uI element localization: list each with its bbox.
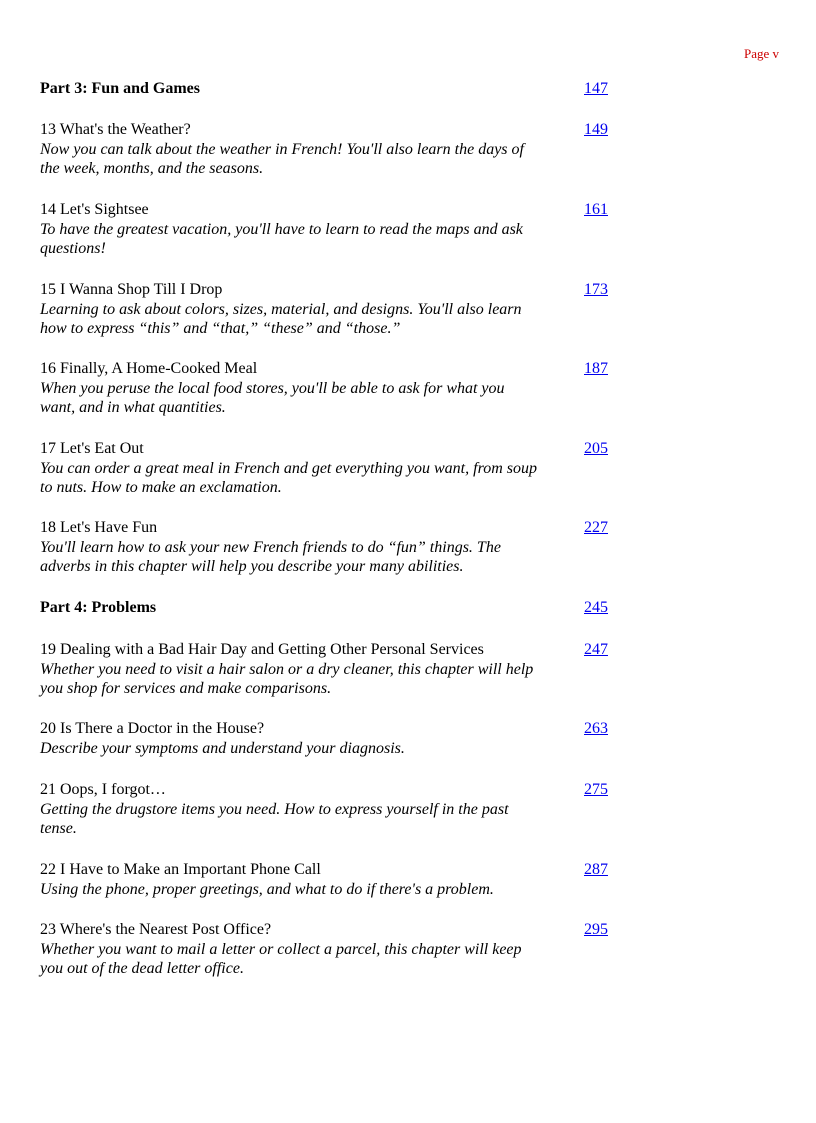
toc-page-link[interactable]: 245 xyxy=(584,599,608,616)
toc-chapter-title: 15 I Wanna Shop Till I Drop xyxy=(40,281,223,298)
toc-page-link[interactable]: 227 xyxy=(584,519,608,536)
toc-page-link[interactable]: 187 xyxy=(584,360,608,377)
toc-chapter-description: Describe your symptoms and understand your diagnosis. xyxy=(40,739,405,757)
toc-chapter-description: Using the phone, proper greetings, and what to do if there's a problem. xyxy=(40,880,494,898)
toc-chapter-description: To have the greatest vacation, you'll have to learn to read the maps and ask questions! xyxy=(40,220,523,257)
page-number: Page v xyxy=(744,46,780,61)
toc-entry-chapter-20 xyxy=(40,719,610,758)
toc-entry-part-3 xyxy=(40,79,610,99)
toc-page-link[interactable]: 147 xyxy=(584,80,608,97)
toc-page-link[interactable]: 149 xyxy=(584,121,608,138)
toc-chapter-title: 17 Let's Eat Out xyxy=(40,440,144,457)
toc-page-link[interactable]: 263 xyxy=(584,720,608,737)
toc-entry-chapter-16 xyxy=(40,359,610,418)
toc-chapter-description: Learning to ask about colors, sizes, material, and designs. You'll also learn how to express “this” and “that,” “these” and “those.” xyxy=(40,300,522,337)
toc-entry-chapter-14 xyxy=(40,200,610,259)
toc-chapter-title: 16 Finally, A Home-Cooked Meal xyxy=(40,360,258,377)
toc-page-link[interactable]: 247 xyxy=(584,641,608,658)
toc-page-link[interactable]: 295 xyxy=(584,921,608,938)
toc-part-title: Part 3: Fun and Games xyxy=(40,80,200,97)
toc-entry-chapter-22 xyxy=(40,860,610,899)
toc-chapter-description: Now you can talk about the weather in French! You'll also learn the days of the week, months, and the seasons. xyxy=(40,140,524,177)
toc-entry-chapter-18 xyxy=(40,518,610,577)
toc-chapter-title: 21 Oops, I forgot… xyxy=(40,781,166,798)
toc-entry-part-4 xyxy=(40,598,610,618)
toc-page-link[interactable]: 173 xyxy=(584,281,608,298)
toc-page-link[interactable]: 205 xyxy=(584,440,608,457)
toc-chapter-description: Getting the drugstore items you need. How to express yourself in the past tense. xyxy=(40,800,509,837)
toc-entry-chapter-19 xyxy=(40,640,610,699)
toc-chapter-description: When you peruse the local food stores, you'll be able to ask for what you want, and in what quantities. xyxy=(40,379,505,416)
toc-page-link[interactable]: 161 xyxy=(584,201,608,218)
toc-entry-chapter-23 xyxy=(40,920,610,979)
toc-entry-chapter-17 xyxy=(40,439,610,498)
toc-page-link[interactable]: 287 xyxy=(584,861,608,878)
toc-part-title: Part 4: Problems xyxy=(40,599,157,616)
toc-chapter-title: 20 Is There a Doctor in the House? xyxy=(40,720,265,737)
toc-chapter-title: 23 Where's the Nearest Post Office? xyxy=(40,921,272,938)
toc-chapter-description: You can order a great meal in French and get everything you want, from soup to nuts. How to make an exclamation. xyxy=(40,459,537,496)
toc-chapter-title: 22 I Have to Make an Important Phone Call xyxy=(40,861,321,878)
toc-chapter-description: Whether you need to visit a hair salon or a dry cleaner, this chapter will help you shop for services and make comparisons. xyxy=(40,660,534,697)
toc-page-link[interactable]: 275 xyxy=(584,781,608,798)
toc-chapter-description: Whether you want to mail a letter or collect a parcel, this chapter will keep you out of the dead letter office. xyxy=(40,940,522,977)
toc-chapter-title: 13 What's the Weather? xyxy=(40,121,191,138)
toc-chapter-title: 19 Dealing with a Bad Hair Day and Getting Other Personal Services xyxy=(40,641,484,658)
toc-chapter-title: 18 Let's Have Fun xyxy=(40,519,158,536)
toc-entry-chapter-21 xyxy=(40,780,610,839)
toc-entry-chapter-15 xyxy=(40,280,610,339)
toc-chapter-description: You'll learn how to ask your new French friends to do “fun” things. The adverbs in this chapter will help you describe your many abilities. xyxy=(40,538,501,575)
toc-chapter-title: 14 Let's Sightsee xyxy=(40,201,149,218)
toc-entry-chapter-13 xyxy=(40,120,610,179)
